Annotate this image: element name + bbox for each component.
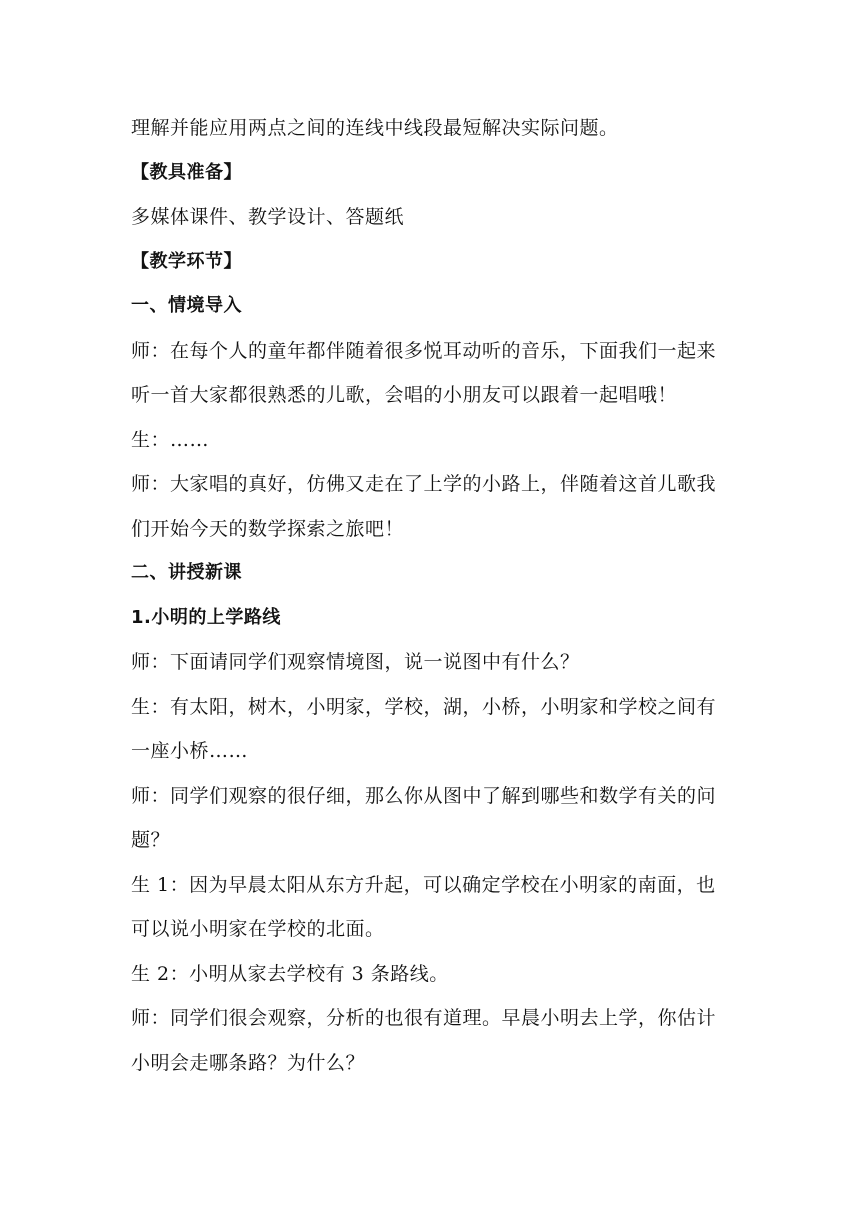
text-line: 师：下面请同学们观察情境图，说一说图中有什么？ xyxy=(131,651,580,673)
text-line: 小明会走哪条路？为什么？ xyxy=(131,1051,366,1074)
text-line: 师：在每个人的童年都伴随着很多悦耳动听的音乐，下面我们一起来 xyxy=(131,339,717,362)
text-line: 题？ xyxy=(131,829,171,851)
text-line: 可以说小明家在学校的北面。 xyxy=(131,918,385,940)
section-heading-teaching-steps: 【教学环节】 xyxy=(131,250,242,272)
text-line: 一座小桥…… xyxy=(131,740,249,762)
text-line: 师：同学们很会观察，分析的也很有道理。早晨小明去上学，你估计 xyxy=(131,1007,717,1029)
text-line: 生：…… xyxy=(131,428,210,451)
subsection-heading-introduction: 一、情境导入 xyxy=(131,295,242,316)
section-heading-teaching-aids: 【教具准备】 xyxy=(131,161,242,183)
text-line: 多媒体课件、教学设计、答题纸 xyxy=(131,206,405,228)
text-line: 生 2：小明从家去学校有 3 条路线。 xyxy=(131,962,449,985)
text-line: 师：同学们观察的很仔细，那么你从图中了解到哪些和数学有关的问 xyxy=(131,784,717,807)
subsection-heading-route: 1.小明的上学路线 xyxy=(131,606,281,628)
subsection-heading-new-lesson: 二、讲授新课 xyxy=(131,562,242,583)
document-page xyxy=(131,106,731,1085)
text-line: 师：大家唱的真好，仿佛又走在了上学的小路上，伴随着这首儿歌我 xyxy=(131,473,717,495)
text-line: 生：有太阳，树木，小明家，学校，湖，小桥，小明家和学校之间有 xyxy=(131,695,717,718)
text-line: 听一首大家都很熟悉的儿歌，会唱的小朋友可以跟着一起唱哦！ xyxy=(131,384,678,406)
text-line: 生 1：因为早晨太阳从东方升起，可以确定学校在小明家的南面，也 xyxy=(131,873,716,896)
text-line: 理解并能应用两点之间的连线中线段最短解决实际问题。 xyxy=(131,117,619,139)
text-line: 们开始今天的数学探索之旅吧！ xyxy=(131,517,405,540)
